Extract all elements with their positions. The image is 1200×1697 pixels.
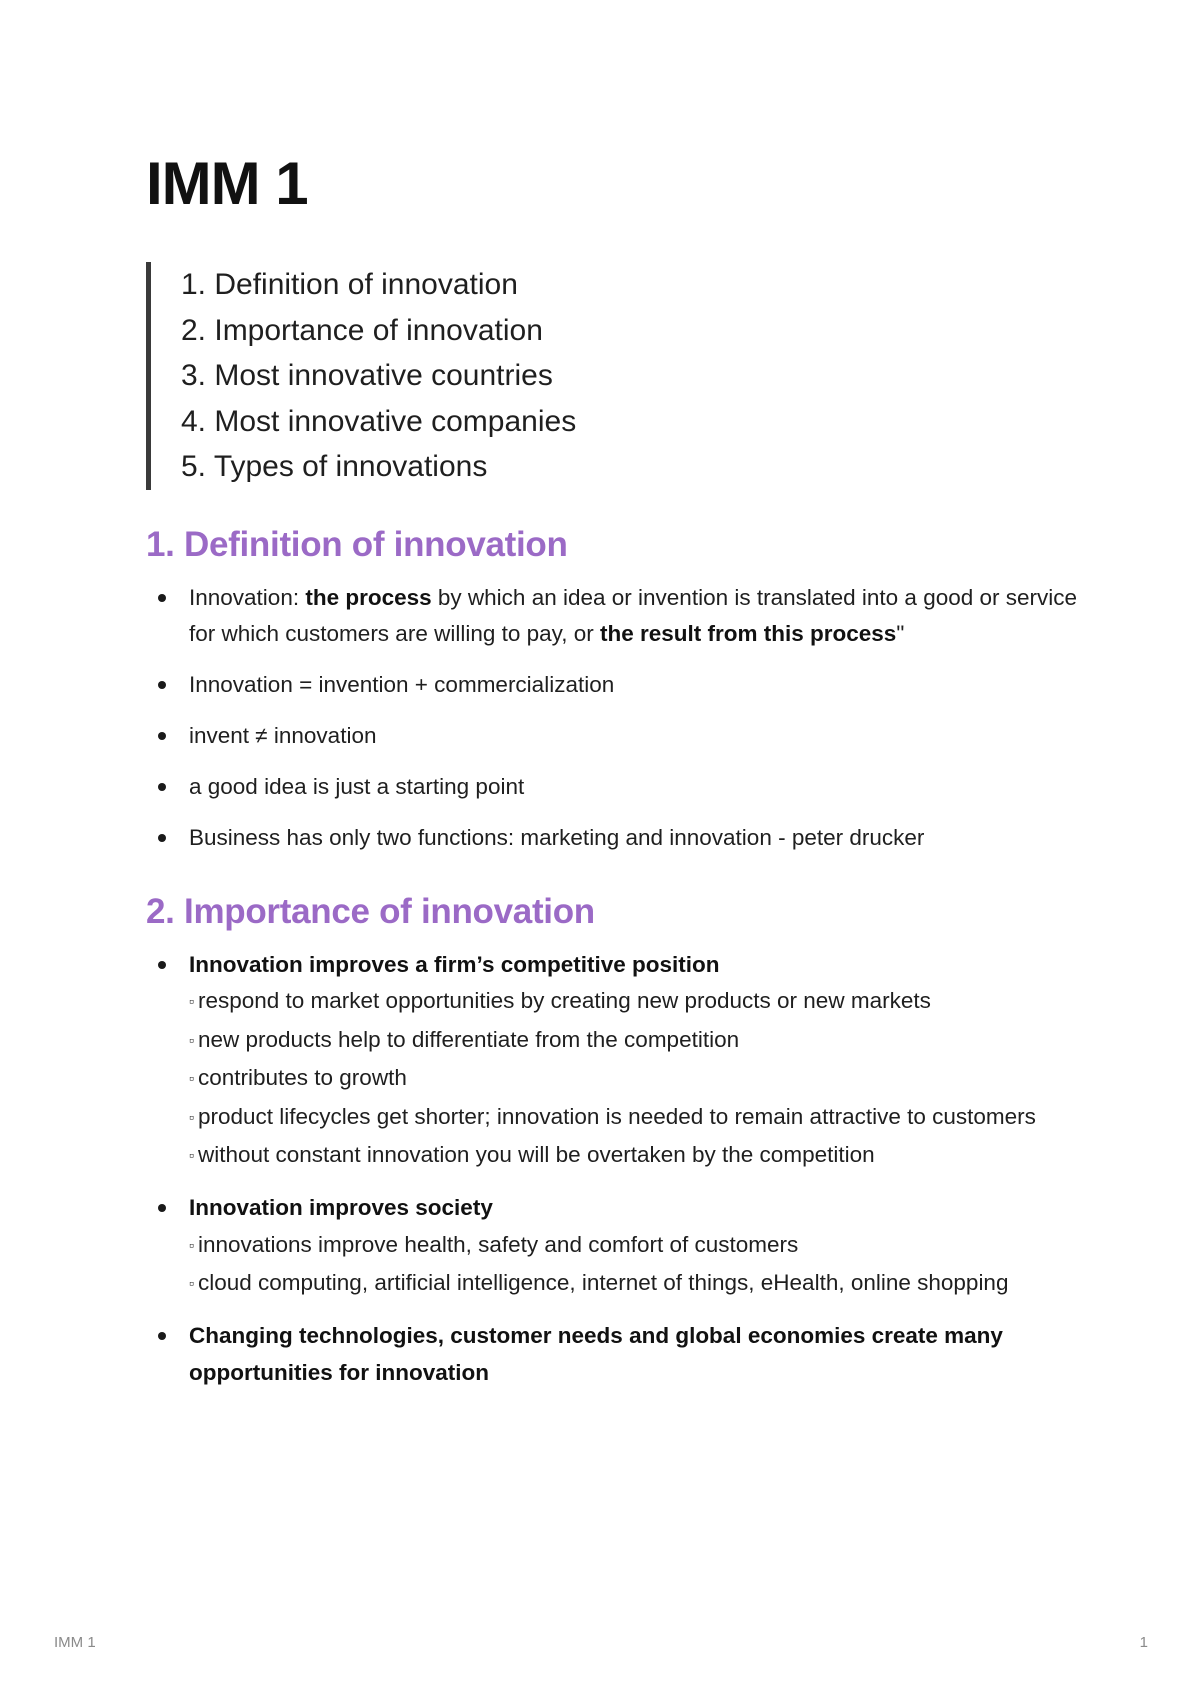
section-heading-definition: 1. Definition of innovation <box>146 524 568 564</box>
page-number: 1 <box>1139 1634 1148 1651</box>
list-item <box>146 580 1086 653</box>
list-item <box>146 947 1086 1176</box>
toc-item: 5. Types of innovations <box>181 450 488 483</box>
bullet-text-part: " <box>896 621 905 646</box>
sub-item <box>189 1022 1086 1061</box>
sub-item-text: new products help to differentiate from the competition <box>197 1026 740 1052</box>
bullet-text: Innovation = invention + commercialization <box>189 672 615 697</box>
square-bullet-icon: ▫ <box>189 1070 194 1086</box>
sub-item <box>189 1060 1086 1099</box>
bullet-icon <box>158 834 166 842</box>
sub-item-text: contributes to growth <box>197 1065 407 1090</box>
sub-item-text: without constant innovation you will be overtaken by the competition <box>197 1142 875 1167</box>
list-item <box>146 667 1086 704</box>
bullet-icon <box>158 783 166 791</box>
sub-item <box>189 1265 1086 1304</box>
toc-item: 1. Definition of innovation <box>181 268 518 301</box>
bullet-bold-text: the process <box>305 584 432 610</box>
square-bullet-icon: ▫ <box>189 1108 194 1125</box>
square-bullet-icon: ▫ <box>189 1147 194 1163</box>
document-title: IMM 1 <box>146 150 308 217</box>
sub-item <box>189 1227 1086 1266</box>
footer-document-title: IMM 1 <box>54 1634 96 1651</box>
toc-item: 4. Most innovative companies <box>181 404 577 438</box>
table-of-contents <box>146 262 1086 490</box>
list-item <box>146 1190 1086 1304</box>
bullet-icon <box>158 1204 166 1212</box>
sub-item-text: cloud computing, artificial intelligence, internet of things, eHealth, online shopping <box>197 1270 1009 1295</box>
bullet-text-part: Innovation: <box>189 584 306 610</box>
sub-item <box>189 1137 1086 1176</box>
list-item <box>146 820 1086 857</box>
square-bullet-icon: ▫ <box>189 993 194 1009</box>
sub-item-text: innovations improve health, safety and comfort of customers <box>197 1231 799 1257</box>
bullet-icon <box>158 961 166 969</box>
list-item <box>146 769 1086 806</box>
list-item <box>146 1318 1086 1391</box>
sub-item-text: product lifecycles get shorter; innovation is needed to remain attractive to customers <box>197 1103 1036 1129</box>
bullet-icon <box>158 594 166 602</box>
bullet-bold-text: the result from this process <box>600 621 897 646</box>
list-item <box>146 718 1086 755</box>
bullet-bold-title: Innovation improves a firm’s competitive position <box>189 951 720 977</box>
definition-bullet-list <box>146 580 1086 857</box>
bullet-text: Business has only two functions: marketing and innovation - peter drucker <box>189 825 925 850</box>
sub-item-text: respond to market opportunities by creating new products or new markets <box>197 988 931 1013</box>
bullet-bold-title: Changing technologies, customer needs and global economies create many opportunities for innovation <box>189 1323 1003 1385</box>
bullet-text: a good idea is just a starting point <box>189 774 525 799</box>
sub-item <box>189 983 1086 1022</box>
bullet-icon <box>158 1332 166 1340</box>
square-bullet-icon: ▫ <box>189 1031 194 1048</box>
toc-item: 3. Most innovative countries <box>181 359 553 392</box>
document-page <box>146 140 1086 1406</box>
square-bullet-icon: ▫ <box>189 1275 194 1291</box>
bullet-bold-title: Innovation improves society <box>189 1195 493 1220</box>
bullet-text-part: by which an idea or invention is translated into a good or service for which customers are willing to pay, or <box>189 584 1078 646</box>
sub-item <box>189 1099 1086 1138</box>
importance-bullet-list <box>146 947 1086 1392</box>
bullet-text: invent ≠ innovation <box>189 723 377 748</box>
toc-item: 2. Importance of innovation <box>181 313 543 347</box>
bullet-icon <box>158 732 166 740</box>
square-bullet-icon: ▫ <box>189 1236 194 1253</box>
bullet-icon <box>158 681 166 689</box>
section-heading-importance: 2. Importance of innovation <box>146 891 595 931</box>
